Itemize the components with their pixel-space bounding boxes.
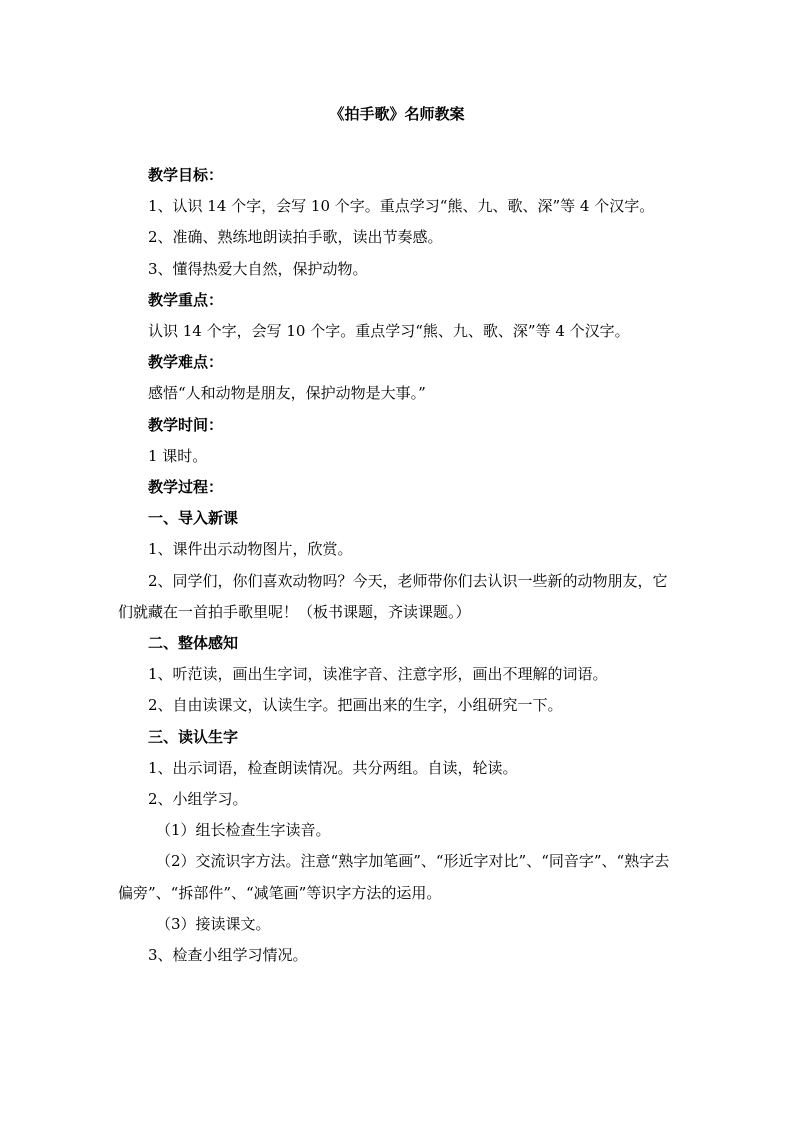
paragraph: 感悟“人和动物是朋友，保护动物是大事。” bbox=[148, 384, 426, 403]
section-heading: 三、读认生字 bbox=[148, 727, 239, 746]
paragraph: 2、小组学习。 bbox=[148, 790, 248, 809]
paragraph: （1）组长检查生字读音。 bbox=[156, 821, 331, 840]
section-heading: 教学时间： bbox=[148, 415, 224, 434]
section-heading: 教学难点： bbox=[148, 353, 224, 372]
paragraph: 1、听范读，画出生字词，读准字音、注意字形，画出不理解的词语。 bbox=[148, 665, 608, 684]
paragraph: 2、自由读课文，认读生字。把画出来的生字，小组研究一下。 bbox=[148, 696, 563, 715]
document-body bbox=[118, 160, 678, 971]
paragraph: 认识 14 个字，会写 10 个字。重点学习“熊、九、歌、深”等 4 个汉字。 bbox=[148, 322, 630, 341]
document-title: 《拍手歌》名师教案 bbox=[329, 105, 465, 123]
section-heading: 教学重点： bbox=[148, 290, 224, 309]
section-heading: 教学目标： bbox=[148, 166, 224, 184]
paragraph: 2、同学们，你们喜欢动物吗？今天，老师带你们去认识一些新的动物朋友，它们就藏在一首拍手歌里呢！（板书课题，齐读课题。） bbox=[118, 571, 668, 621]
paragraph: 1、课件出示动物图片，欣赏。 bbox=[148, 540, 353, 559]
paragraph: 3、懂得热爱大自然，保护动物。 bbox=[148, 259, 368, 278]
section-heading: 教学过程： bbox=[148, 478, 224, 497]
paragraph: 1 课时。 bbox=[148, 446, 208, 465]
paragraph: 1、出示词语，检查朗读情况。共分两组。自读，轮读。 bbox=[148, 758, 518, 777]
paragraph: 1、认识 14 个字，会写 10 个字。重点学习“熊、九、歌、深”等 4 个汉字。 bbox=[148, 197, 655, 216]
paragraph: 2、准确、熟练地朗读拍手歌，读出节奏感。 bbox=[148, 228, 443, 247]
paragraph: 3、检查小组学习情况。 bbox=[148, 946, 308, 965]
paragraph: （2）交流识字方法。注意“熟字加笔画”、“形近字对比”、“同音字”、“熟字去偏旁”、“拆部件”、“减笔画”等识字方法的运用。 bbox=[118, 852, 670, 902]
paragraph: （3）接读课文。 bbox=[156, 914, 271, 933]
section-heading: 二、整体感知 bbox=[148, 634, 239, 653]
section-heading: 一、导入新课 bbox=[148, 509, 239, 528]
